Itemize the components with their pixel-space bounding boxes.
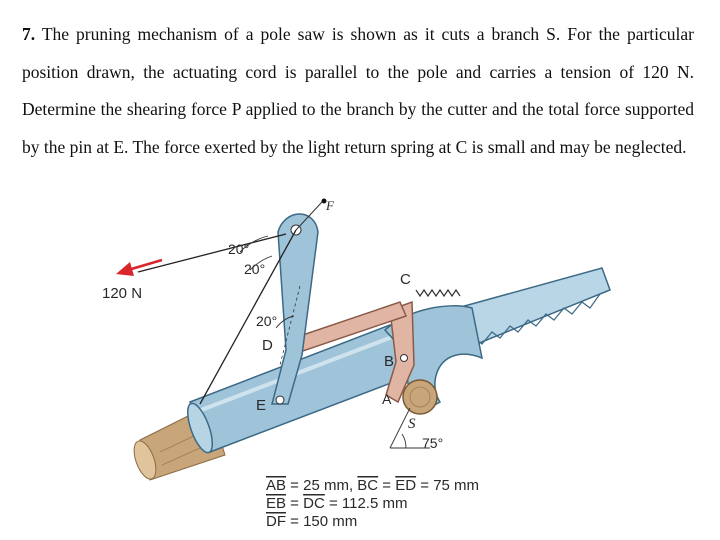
dim-eb: EB <box>266 495 287 512</box>
dims-line-1 <box>266 477 479 494</box>
dim-ed: ED <box>395 477 417 494</box>
dim-bc-ed-value: = 75 mm <box>416 477 480 494</box>
dims-line-3 <box>266 513 357 530</box>
point-s-label: S <box>408 416 416 432</box>
force-label: 120 N <box>102 285 143 302</box>
problem-statement <box>22 16 694 166</box>
angle-label-1: 20° <box>228 241 250 257</box>
pole-saw-figure <box>90 190 620 540</box>
dim-df-value: = 150 mm <box>286 513 358 530</box>
dim-df: DF <box>266 513 286 530</box>
dim-ab-value: = 25 mm, <box>286 477 358 494</box>
branch-s <box>403 380 437 414</box>
dims-line-2 <box>266 495 407 512</box>
angle-arc-75 <box>402 434 406 448</box>
angle-label-2: 20° <box>244 261 266 277</box>
pole-saw-diagram <box>90 190 620 540</box>
return-spring <box>416 290 460 296</box>
dim-dc: DC <box>303 495 325 512</box>
dim-ab: AB <box>266 477 287 494</box>
s-force-line <box>390 408 410 448</box>
point-a-label: A <box>382 391 392 407</box>
point-f-label: F <box>326 198 334 213</box>
angle-label-75: 75° <box>422 435 444 451</box>
dim-eq-1: = <box>378 477 396 494</box>
dim-bc: BC <box>357 477 379 494</box>
dimension-specs <box>266 477 479 530</box>
angle-label-3: 20° <box>256 313 278 329</box>
problem-number: 7. <box>22 24 36 44</box>
problem-text: The pruning mechanism of a pole saw is shown as it cuts a branch S. For the particular position drawn, the actuating cord is parallel to the pole and carries a tension of 120 N. Determine the shearing force P applied to the branch by the cutter and the total force supported by the pin at E. The force exerted by the light return spring at C is small and may be neglected. <box>22 24 694 157</box>
dim-eq-2: = <box>286 495 304 512</box>
point-c-label: C <box>400 271 411 288</box>
point-e-label: E <box>256 397 267 414</box>
dim-eb-dc-value: = 112.5 mm <box>324 495 408 512</box>
point-b-label: B <box>384 353 395 370</box>
point-d-label: D <box>262 337 273 354</box>
